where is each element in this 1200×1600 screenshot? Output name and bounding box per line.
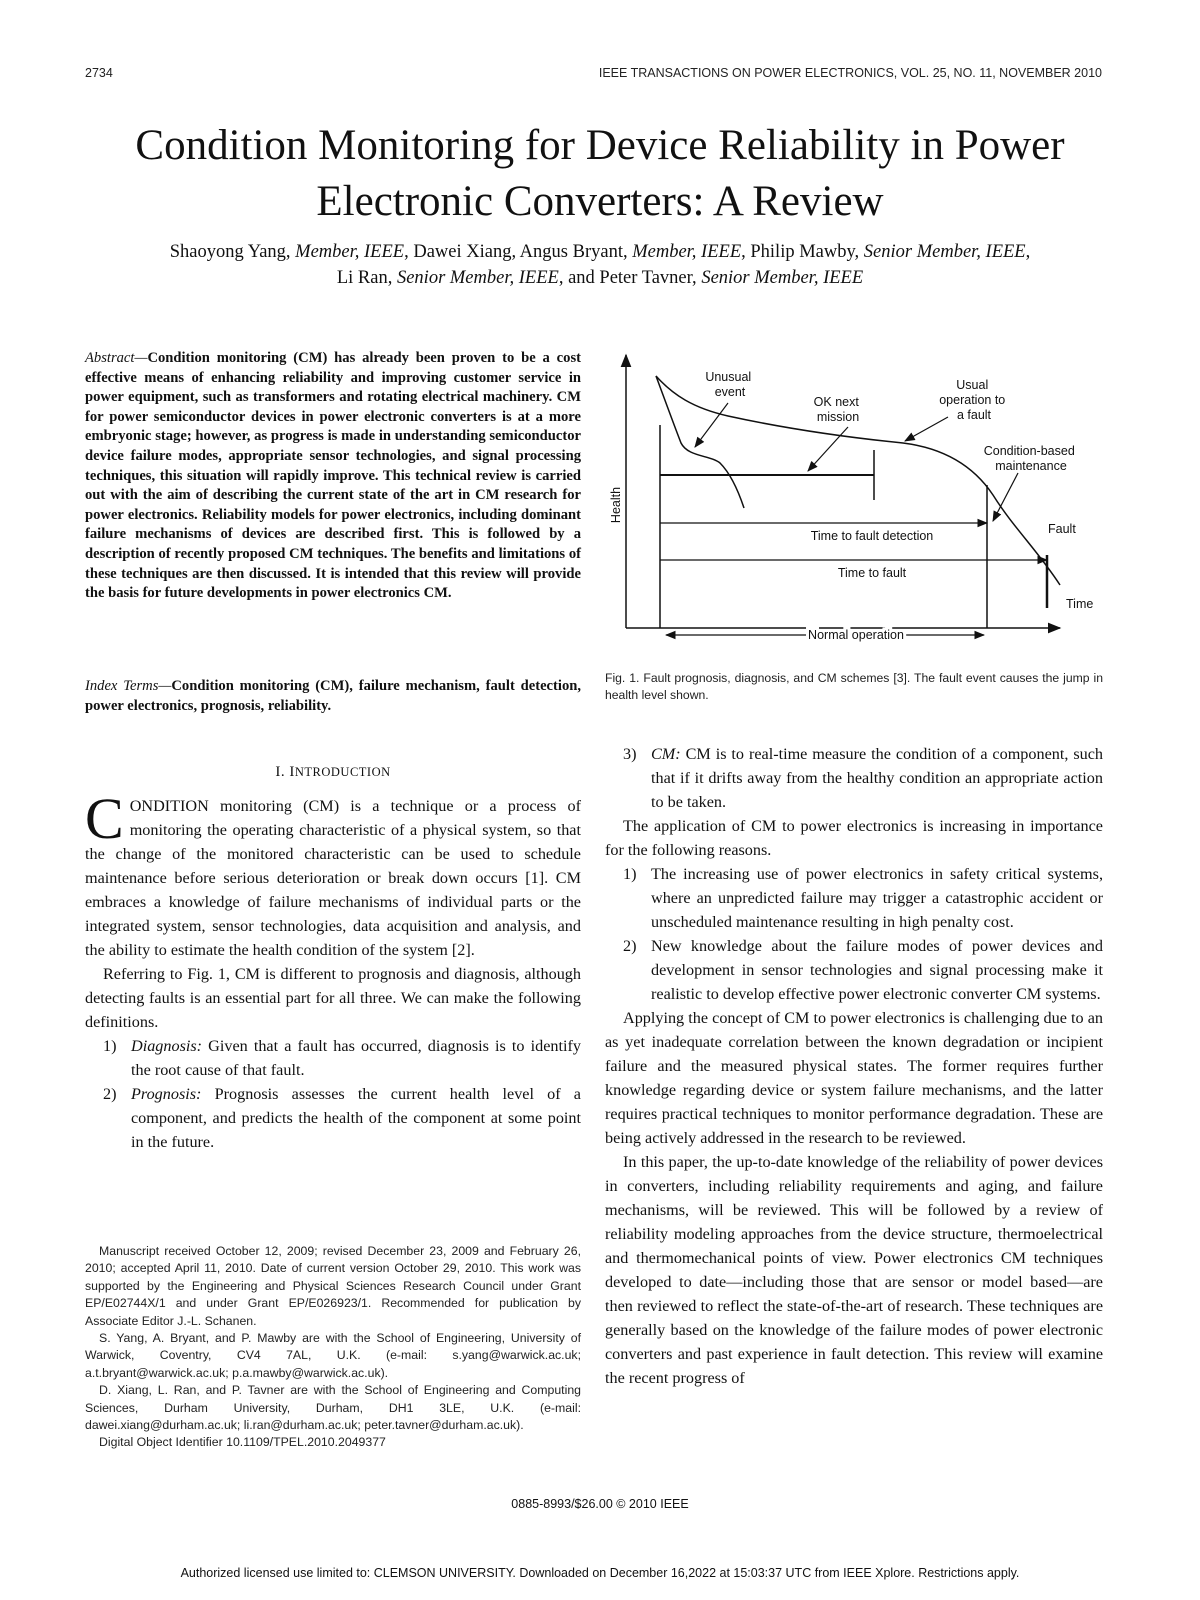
- label-ok-next-mission: OK next mission: [813, 395, 860, 424]
- list-number: 3): [623, 745, 637, 763]
- running-head: IEEE TRANSACTIONS ON POWER ELECTRONICS, VOL. 25, NO. 11, NOVEMBER 2010: [598, 66, 1102, 80]
- paragraph-text: monitoring (CM) is a technique or a process of monitoring the operating characteristic of a physical system, so that the change of the monitored characteristic can be used to schedule maintenance before serious deterioration or break down occurs [1]. CM embraces a knowledge of failure mechanisms of individual parts or the integrated system, sensor technologies, data acquisition and analysis, and the ability to estimate the health condition of the system [2].: [85, 797, 581, 959]
- author-text: , Philip Mawby,: [741, 242, 864, 262]
- figure-caption: Fig. 1. Fault prognosis, diagnosis, and CM schemes [3]. The fault event causes the jump in health level shown.: [605, 671, 1103, 702]
- author-list: [60, 239, 1140, 291]
- list-text: The increasing use of power electronics in safety critical systems, where an unpredicted failure may trigger a catastrophic accident or unscheduled maintenance resulting in high penalty cost.: [651, 865, 1103, 931]
- copyright-line: 0885-8993/$26.00 © 2010 IEEE: [511, 1497, 689, 1511]
- definition-term: Prognosis:: [131, 1085, 202, 1103]
- definition-text: Given that a fault has occurred, diagnosis is to identify the root cause of that fault.: [131, 1037, 581, 1079]
- section-numeral: I.: [275, 764, 290, 780]
- author-text: Li Ran,: [336, 268, 397, 288]
- left-column-body: [85, 786, 581, 1154]
- label-condition-based-maintenance: Condition-based maintenance: [983, 444, 1075, 473]
- license-notice: Authorized licensed use limited to: CLEMSON UNIVERSITY. Downloaded on December 16,2022 at 15:03:37 UTC from IEEE Xplore. Restrictions apply.: [180, 1566, 1020, 1580]
- abstract-label: Abstract—: [85, 350, 148, 366]
- author-text: ,: [1025, 242, 1031, 262]
- label-unusual-event: Unusual event: [705, 370, 752, 399]
- label-time-to-fault: Time to fault: [837, 566, 907, 580]
- index-terms: [85, 677, 581, 716]
- list-item: [85, 1082, 581, 1154]
- list-text: New knowledge about the failure modes of power devices and development in sensor technologies and signal processing make it realistic to develop effective power electronic converter CM systems.: [651, 937, 1103, 1003]
- label-fault: Fault: [1048, 522, 1076, 536]
- footnote: S. Yang, A. Bryant, and P. Mawby are with the School of Engineering, University of Warwick, Coventry, CV4 7AL, U.K. (e-mail: s.yang@warwick.ac.uk; a.t.bryant@warwick.ac.uk; p.a.mawby@warwick.ac.uk).: [85, 1331, 581, 1380]
- abstract: [85, 349, 581, 604]
- definition-text: Prognosis assesses the current health level of a component, and predicts the health of the component at some point in the future.: [131, 1085, 581, 1151]
- footnote: Manuscript received October 12, 2009; revised December 23, 2009 and February 26, 2010; accepted April 11, 2010. Date of current version October 29, 2010. This work was supported by the Engineering and Physical Sciences Research Council under Grant EP/E02744X/1 and under Grant EP/E026923/1. Recommended for publication by Associate Editor J.-L. Schanen.: [85, 1244, 581, 1328]
- label-normal-operation: Normal operation: [808, 628, 904, 642]
- paragraph: Referring to Fig. 1, CM is different to prognosis and diagnosis, although detecting faults is an essential part for all three. We can make the following definitions.: [85, 965, 581, 1031]
- paragraph: The application of CM to power electronics is increasing in importance for the following reasons.: [605, 817, 1103, 859]
- index-terms-text: Condition monitoring (CM), failure mechanism, fault detection, power electronics, prognosis, reliability.: [85, 678, 582, 714]
- author-line-1: [60, 239, 1140, 265]
- label-usual-operation: Usual operation to a fault: [939, 378, 1006, 422]
- list-number: 2): [623, 937, 637, 955]
- author-role: Senior Member, IEEE: [863, 242, 1026, 262]
- list-number: 2): [103, 1085, 117, 1103]
- section-heading: [85, 764, 581, 781]
- list-item: [605, 934, 1103, 1006]
- page-number: 2734: [85, 66, 113, 80]
- author-role: Member, IEEE: [632, 242, 742, 262]
- drop-cap: C: [85, 786, 124, 851]
- author-role: Member, IEEE: [295, 242, 405, 262]
- paper-title: [60, 118, 1140, 230]
- annotation-arrow: [695, 403, 728, 447]
- footnotes: [85, 1243, 581, 1452]
- label-time-to-fault-detection: Time to fault detection: [810, 529, 934, 543]
- right-column-body: [605, 742, 1103, 1390]
- author-text: , and Peter Tavner,: [558, 268, 702, 288]
- definition-term: Diagnosis:: [131, 1037, 203, 1055]
- abstract-text: Condition monitoring (CM) has already been proven to be a cost effective means of enhancing reliability and improving customer service in power equipment, such as transformers and rotating electrical machinery. CM for power semiconductor devices in power electronic converters is at a more embryonic stage; however, as progress is made in understanding semiconductor device failure modes, appropriate sensor technologies, and signal processing techniques, this situation will rapidly improve. This technical review is carried out with the aim of describing the current state of the art in CM research for power electronics. Reliability models for power electronics, including dominant failure mechanisms of devices are described first. This is followed by a description of recently proposed CM techniques. The benefits and limitations of these techniques are then discussed. It is intended that this review will provide the basis for future developments in power electronics CM.: [85, 350, 581, 602]
- paragraph: Applying the concept of CM to power electronics is challenging due to an as yet inadequate correlation between the known degradation or incipient failure and the measured physical states. The former requires further knowledge regarding device or system failure mechanisms, and the latter requires practical techniques to monitor performance degradation. These are being actively addressed in the research to be reviewed.: [605, 1009, 1103, 1147]
- list-number: 1): [103, 1037, 117, 1055]
- list-item: [85, 1034, 581, 1082]
- list-item: [605, 742, 1103, 814]
- definition-term: CM:: [651, 745, 681, 763]
- section-heading-cap: I: [289, 764, 295, 780]
- author-line-2: [60, 265, 1140, 291]
- author-role: Senior Member, IEEE: [701, 268, 864, 288]
- index-terms-label: Index Terms—: [85, 678, 172, 694]
- title-line-2: Electronic Converters: A Review: [316, 178, 884, 225]
- definition-text: CM is to real-time measure the condition of a component, such that if it drifts away from the healthy condition an appropriate action to be taken.: [651, 745, 1103, 811]
- figure-1-diagram: [598, 345, 1108, 655]
- small-caps-word: ONDITION: [129, 797, 209, 815]
- author-role: Senior Member, IEEE: [396, 268, 559, 288]
- footnote: Digital Object Identifier 10.1109/TPEL.2010.2049377: [99, 1435, 386, 1450]
- author-text: , Dawei Xiang, Angus Bryant,: [404, 242, 633, 262]
- paragraph: In this paper, the up-to-date knowledge of the reliability of power devices in converters, including reliability requirements and aging, and failure mechanisms, will be reviewed. This will be followed by a review of reliability modeling approaches from the device structure, thermoelectrical and thermomechanical points of view. Power electronics CM techniques developed to date—including those that are sensor or model based—are then reviewed to reflect the state-of-the-art of research. These techniques are generally based on the knowledge of the failure modes of power electronic converters and past experience in fault detection. This review will examine the recent progress of: [605, 1153, 1103, 1387]
- y-axis-label: Health: [609, 486, 623, 524]
- list-item: [605, 862, 1103, 934]
- x-axis-label: Time: [1066, 597, 1094, 611]
- section-heading-rest: NTRODUCTION: [294, 765, 391, 779]
- footnote: D. Xiang, L. Ran, and P. Tavner are with the School of Engineering and Computing Sciences, Durham University, Durham, DH1 3LE, U.K. (e-mail: dawei.xiang@durham.ac.uk; li.ran@durham.ac.uk; peter.tavner@durham.ac.uk).: [85, 1383, 581, 1433]
- annotation-arrow: [905, 417, 948, 441]
- author-text: Shaoyong Yang,: [169, 242, 296, 262]
- title-line-1: Condition Monitoring for Device Reliability in Power: [135, 122, 1065, 169]
- paragraph: [85, 786, 581, 962]
- list-number: 1): [623, 865, 637, 883]
